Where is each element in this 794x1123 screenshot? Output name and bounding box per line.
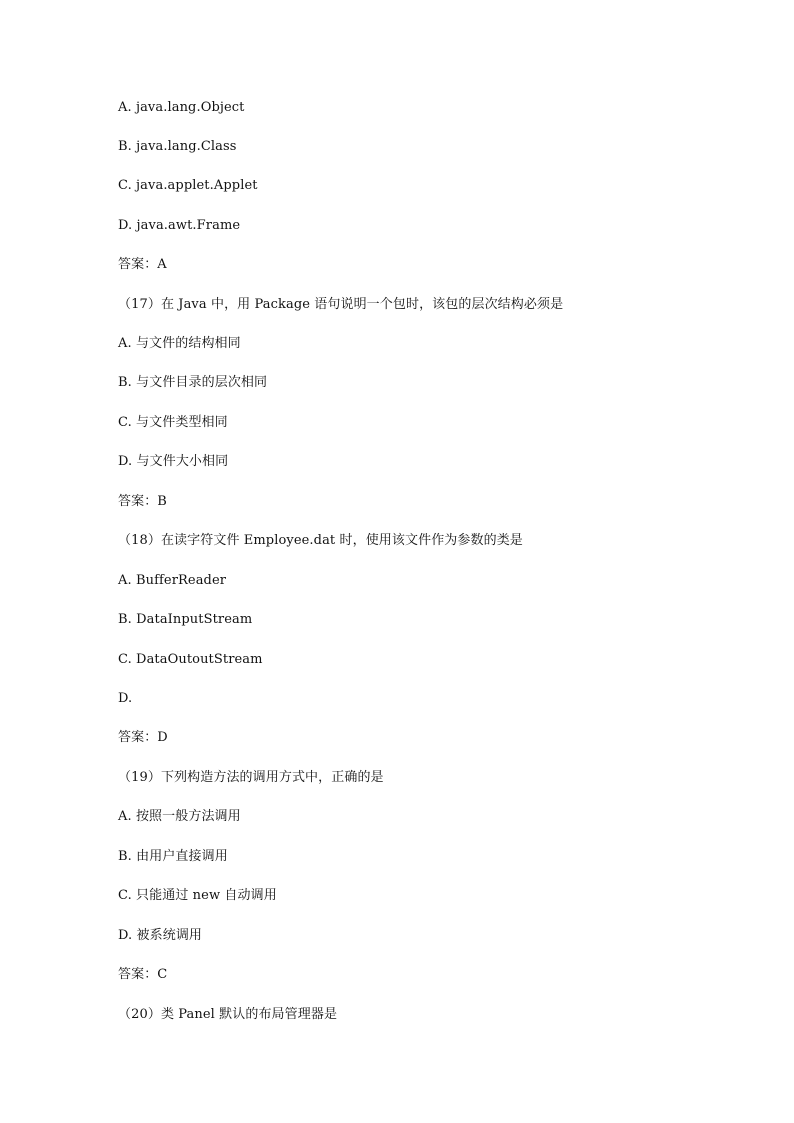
answer-19: 答案：C <box>118 967 168 982</box>
option-c-17: C. 与文件类型相同 <box>118 415 228 430</box>
option-a-17: A. 与文件的结构相同 <box>118 336 241 351</box>
question-19: （19）下列构造方法的调用方式中，正确的是 <box>118 770 384 785</box>
option-b-19: B. 由用户直接调用 <box>118 849 228 864</box>
option-c-19: C. 只能通过 new 自动调用 <box>118 888 277 903</box>
option-d-17: D. 与文件大小相同 <box>118 454 229 469</box>
option-b-16: B. java.lang.Class <box>118 139 237 154</box>
answer-16: 答案：A <box>118 257 167 272</box>
option-d-18: D. <box>118 691 133 706</box>
option-a-19: A. 按照一般方法调用 <box>118 809 241 824</box>
question-18: （18）在读字符文件 Employee.dat 时，使用该文件作为参数的类是 <box>118 533 523 548</box>
question-17: （17）在 Java 中，用 Package 语句说明一个包时，该包的层次结构必须是 <box>118 297 564 312</box>
option-b-18: B. DataInputStream <box>118 612 253 627</box>
option-a-18: A. BufferReader <box>118 573 227 588</box>
option-c-18: C. DataOutoutStream <box>118 652 263 667</box>
option-d-19: D. 被系统调用 <box>118 928 203 943</box>
answer-17: 答案：B <box>118 494 167 509</box>
option-b-17: B. 与文件目录的层次相同 <box>118 375 268 390</box>
option-c-16: C. java.applet.Applet <box>118 178 258 193</box>
answer-18: 答案：D <box>118 730 168 745</box>
question-20: （20）类 Panel 默认的布局管理器是 <box>118 1007 338 1022</box>
option-d-16: D. java.awt.Frame <box>118 218 241 233</box>
option-a-16: A. java.lang.Object <box>118 100 245 115</box>
